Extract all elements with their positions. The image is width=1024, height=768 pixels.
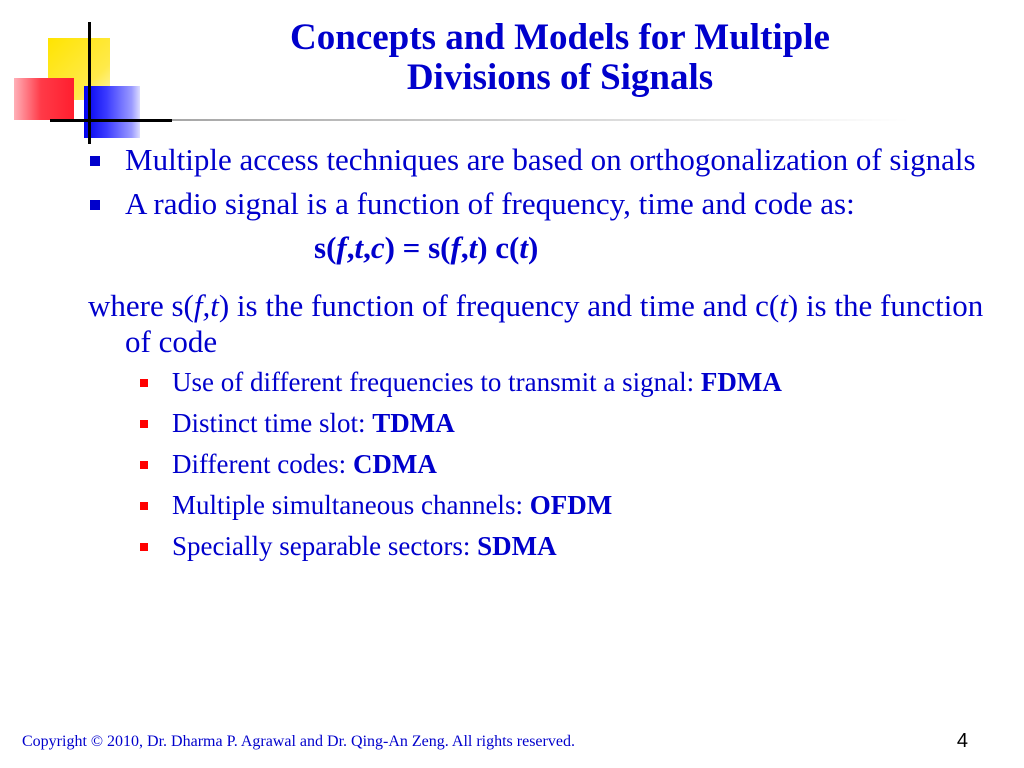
sub-bullet-text: Distinct time slot: — [172, 408, 373, 438]
eq-part: , — [460, 230, 469, 265]
where-paragraph — [88, 288, 988, 360]
sub-bullet-text: Use of different frequencies to transmit a signal: — [172, 367, 701, 397]
eq-part: , — [346, 230, 355, 265]
slide-logo-decoration — [0, 0, 180, 150]
where-text: ) is the function of frequency and time and c( — [218, 288, 780, 323]
slide-title: Concepts and Models for Multiple Divisions of Signals — [290, 17, 830, 98]
bullet-text: Multiple access techniques are based on orthogonalization of signals — [125, 142, 976, 177]
bullet-text: A radio signal is a function of frequency, time and code as: — [125, 186, 855, 221]
eq-var-t: t — [354, 230, 364, 265]
eq-part: s( — [314, 230, 337, 265]
bullet-item — [88, 186, 988, 222]
sub-bullet-text: Different codes: — [172, 449, 353, 479]
sub-bullet-term: TDMA — [372, 408, 455, 438]
sub-bullet-item — [88, 530, 988, 562]
where-text: ) is the function of code — [125, 288, 984, 359]
sub-bullet-item — [88, 448, 988, 480]
red-square-bullet-icon — [140, 543, 148, 551]
where-var: f,t — [193, 288, 219, 323]
title-underline — [170, 119, 910, 121]
bullet-square-icon — [90, 200, 100, 210]
sub-bullet-term: SDMA — [477, 531, 557, 561]
red-square-bullet-icon — [140, 420, 148, 428]
sub-bullet-term: FDMA — [700, 367, 782, 397]
red-square-bullet-icon — [140, 461, 148, 469]
sub-bullet-term: CDMA — [352, 449, 437, 479]
sub-bullet-text: Specially separable sectors: — [172, 531, 478, 561]
eq-part: , — [363, 230, 371, 265]
logo-horizontal-line — [50, 119, 172, 122]
signal-equation — [88, 230, 988, 266]
eq-var-f: f — [336, 230, 347, 265]
sub-bullet-term: OFDM — [529, 490, 613, 520]
logo-red-square — [14, 78, 74, 120]
sub-bullet-item — [88, 366, 988, 398]
where-var: t — [779, 288, 788, 323]
eq-part: ) c( — [477, 230, 520, 265]
where-text: where s( — [88, 288, 194, 323]
logo-blue-square — [84, 86, 140, 138]
page-number: 4 — [956, 730, 968, 752]
sub-bullet-text: Multiple simultaneous channels: — [172, 490, 530, 520]
copyright-footer: Copyright © 2010, Dr. Dharma P. Agrawal and Dr. Qing-An Zeng. All rights reserved. — [22, 733, 575, 750]
red-square-bullet-icon — [140, 379, 148, 387]
slide-content — [88, 142, 988, 571]
sub-bullet-item — [88, 489, 988, 521]
eq-part: ) — [527, 230, 539, 265]
eq-var-t: t — [468, 230, 478, 265]
eq-var-t: t — [519, 230, 528, 265]
bullet-square-icon — [90, 156, 100, 166]
sub-bullet-item — [88, 407, 988, 439]
logo-vertical-line — [88, 22, 91, 144]
eq-var-f: f — [450, 230, 461, 265]
eq-var-c: c — [370, 230, 385, 265]
eq-part: ) = s( — [384, 230, 451, 265]
bullet-item — [88, 142, 988, 178]
red-square-bullet-icon — [140, 502, 148, 510]
